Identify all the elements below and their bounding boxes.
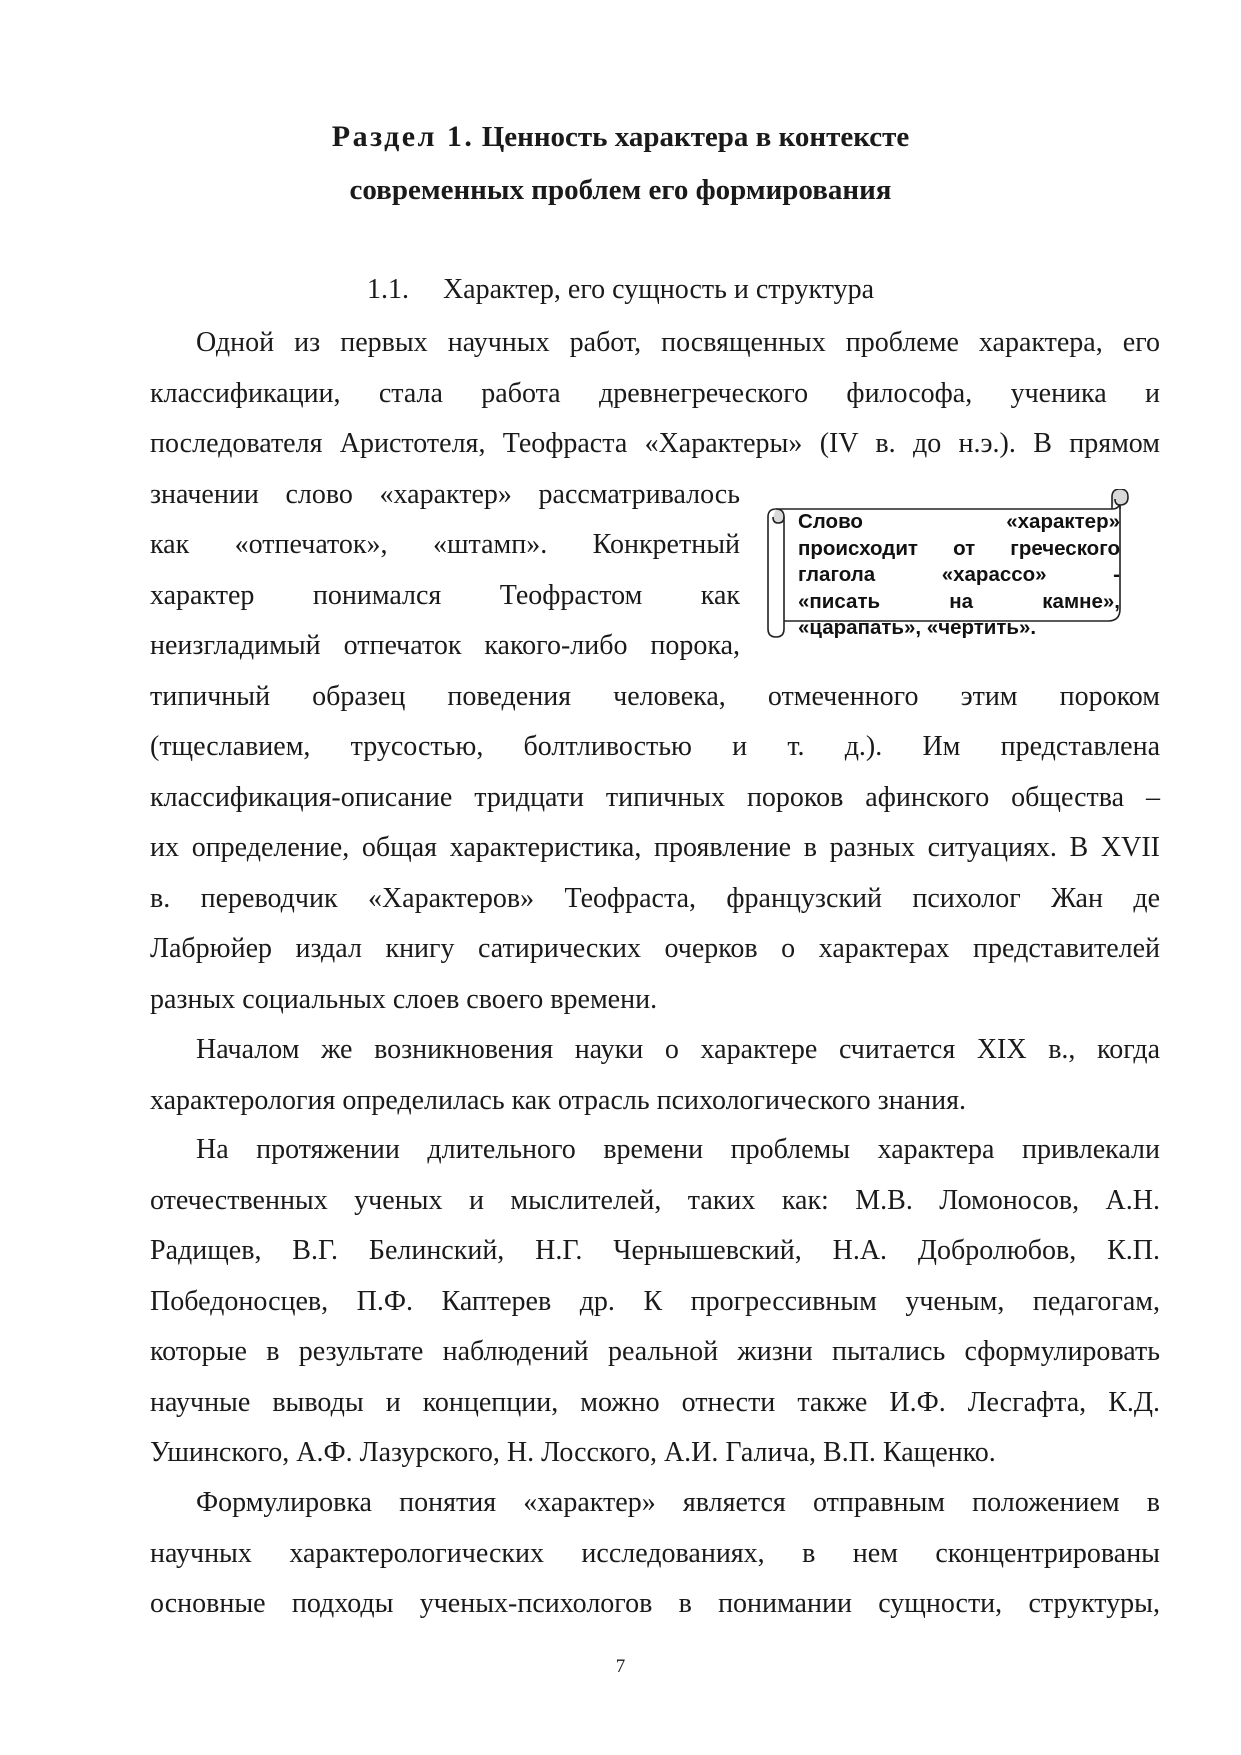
paragraph-1-wrapped	[150, 470, 740, 672]
paragraph-line: классификация-описание тридцати типичных пороков афинского общества –	[150, 781, 1160, 813]
paragraph-line: типичный образец поведения человека, отмеченного этим пороком	[150, 680, 1160, 712]
paragraph-line: как «отпечаток», «штамп». Конкретный	[150, 529, 740, 560]
callout-line: «царапать», «чертить».	[798, 616, 1037, 639]
paragraph-1-continued	[150, 672, 1160, 1026]
paragraph-line: (тщеславием, трусостью, болтливостью и т. д.). Им представлена	[150, 731, 1160, 762]
paragraph-line: отечественных ученых и мыслителей, таких как: М.В. Ломоносов, А.Н.	[150, 1184, 1160, 1216]
paragraph-line: Победоносцев, П.Ф. Каптерев др. К прогрессивным ученым, педагогам,	[150, 1285, 1160, 1317]
paragraph-line: в. переводчик «Характеров» Теофраста, французский психолог Жан де	[150, 882, 1160, 914]
paragraph-line: классификации, стала работа древнегреческого философа, ученика и	[150, 377, 1160, 409]
subsection-number: 1.1.	[366, 274, 409, 305]
callout-line: «писать на камне»,	[798, 589, 1120, 613]
paragraph-line: Лабрюйер издал книгу сатирических очерков о характерах представителей	[150, 933, 1160, 964]
callout-line: Слово «характер»	[798, 510, 1120, 533]
paragraph-line: основные подходы ученых-психологов в понимании сущности, структуры,	[150, 1588, 1160, 1619]
subsection-title: Характер, его сущность и структура	[442, 274, 875, 305]
paragraph-line: Формулировка понятия «характер» является отправным положением в	[196, 1487, 1160, 1518]
paragraph-line: научные выводы и концепции, можно отнести также И.Ф. Лесгафта, К.Д.	[150, 1386, 1160, 1418]
paragraph-2	[150, 1025, 1160, 1126]
section-label: Раздел 1.	[331, 120, 475, 153]
paragraph-line: их определение, общая характеристика, проявление в разных ситуациях. В XVII	[150, 832, 1160, 863]
callout-line: происходит от греческого	[798, 536, 1120, 560]
paragraph-line: которые в результате наблюдений реальной жизни пытались сформулировать	[150, 1336, 1160, 1367]
section-title-text: Ценность характера в контексте	[481, 121, 910, 153]
paragraph-line: На протяжении длительного времени проблемы характера привлекали	[196, 1134, 1160, 1165]
paragraph-line: научных характерологических исследованиях, в нем сконцентрированы	[150, 1537, 1160, 1569]
section-title-line-1	[0, 120, 1241, 154]
page-number: 7	[615, 1656, 626, 1677]
callout-scroll	[762, 489, 1134, 639]
callout-text	[798, 509, 1120, 642]
subsection-heading	[0, 274, 1241, 306]
paragraph-line: Началом же возникновения науки о характере считается XIX в., когда	[196, 1034, 1160, 1065]
section-title-line-2: современных проблем его формирования	[349, 174, 892, 206]
paragraph-line: неизгладимый отпечаток какого-либо порока,	[150, 630, 740, 661]
paragraph-line: характерология определилась как отрасль психологического знания.	[150, 1084, 966, 1116]
paragraph-3	[150, 1125, 1160, 1479]
paragraph-line: разных социальных слоев своего времени.	[150, 983, 658, 1015]
paragraph-line: последователя Аристотеля, Теофраста «Характеры» (IV в. до н.э.). В прямом	[150, 428, 1160, 459]
paragraph-line: значении слово «характер» рассматривалось	[150, 478, 740, 510]
paragraph-1-intro	[150, 318, 1160, 470]
paragraph-line: Одной из первых научных работ, посвященных проблеме характера, его	[196, 327, 1160, 358]
paragraph-line: характер понимался Теофрастом как	[150, 579, 740, 611]
paragraph-line: Ушинского, А.Ф. Лазурского, Н. Лосского, А.И. Галича, В.П. Кащенко.	[150, 1437, 996, 1468]
callout-line: глагола «харассо» -	[798, 563, 1120, 586]
paragraph-line: Радищев, В.Г. Белинский, Н.Г. Чернышевский, Н.А. Добролюбов, К.П.	[150, 1235, 1160, 1266]
paragraph-4	[150, 1478, 1160, 1630]
